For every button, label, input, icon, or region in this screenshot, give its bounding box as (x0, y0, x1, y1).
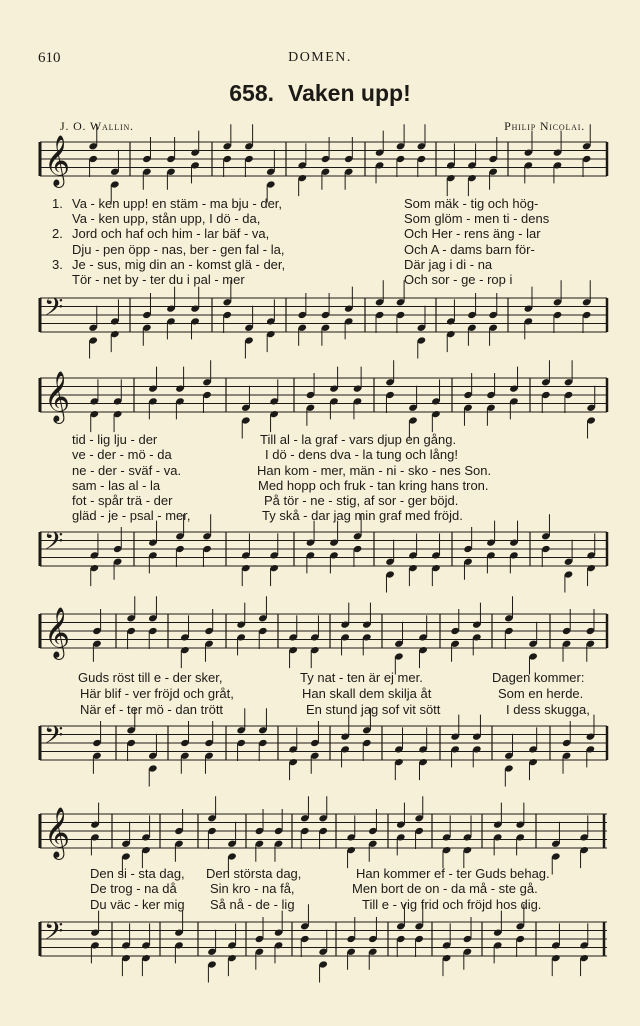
note-chord (515, 803, 525, 856)
hymn-title (0, 80, 640, 107)
lyric-line: Och Her - rens äng - lar (404, 226, 541, 241)
treble-clef-icon: 𝄞 (44, 607, 71, 659)
note-chord (148, 367, 158, 420)
lyric-line: sam - las al - la (72, 478, 161, 493)
lyric-line: Han kom - mer, män - ni - sko - nes Son. (257, 463, 492, 478)
lyric-line: fot - spår trä - der (72, 493, 173, 508)
note-chord (368, 809, 378, 862)
page-number: 610 (38, 50, 61, 66)
note-chord (463, 527, 473, 580)
note-chord (551, 923, 561, 976)
note-chord (418, 727, 428, 780)
note-chord (141, 815, 151, 868)
staff-lines (40, 378, 607, 412)
note-chord (528, 727, 538, 780)
note-chord (329, 367, 339, 420)
note-chord (493, 803, 503, 856)
note-chord (306, 373, 316, 426)
treble-staff-system-2 (0, 370, 640, 430)
hymn-name: Vaken upp! (288, 80, 411, 106)
lyric-line: Till al - la graf - vars djup en gång. (260, 432, 457, 447)
note-chord (269, 533, 279, 586)
lyric-line: Tör - net by - ter du i pal - mer (72, 272, 245, 287)
treble-clef-icon: 𝄞 (44, 807, 71, 859)
note-chord (450, 715, 460, 768)
note-chord (110, 299, 120, 352)
note-chord (346, 917, 356, 970)
lyric-line: I dö - dens dva - la tung och lång! (265, 447, 458, 462)
lyric-line: Som mäk - tig och hög- (404, 196, 539, 211)
staff-lines (40, 614, 607, 648)
lyric-line: Sin kro - na få, (210, 881, 295, 896)
note-chord (446, 143, 456, 196)
note-chord (368, 917, 378, 970)
note-chord (509, 521, 519, 574)
note-chord (562, 609, 572, 662)
lyric-line: Som glöm - men ti - dens (404, 211, 550, 226)
note-chord (486, 521, 496, 574)
lyric-line: Dju - pen öpp - nas, ber - gen fal - la, (72, 242, 285, 257)
note-chord (344, 137, 354, 190)
lyric-line: När ef - ter mö - dan trött (80, 702, 224, 717)
note-chord (310, 615, 320, 668)
note-chord (488, 293, 498, 346)
lyric-line: Den si - sta dag, (90, 866, 185, 881)
note-chord (306, 521, 316, 574)
note-chord (509, 367, 519, 420)
note-chord (204, 609, 214, 662)
lyric-line: Ty nat - ten är ej mer. (300, 670, 423, 685)
note-chord (431, 379, 441, 432)
note-chord (353, 367, 363, 420)
lyric-line: Till e - vig frid och fröjd hos dig. (362, 897, 542, 912)
hymn-number: 658. (229, 80, 275, 106)
note-chord (190, 131, 200, 184)
note-chord (174, 911, 184, 964)
running-head: DOMEN. (288, 50, 352, 65)
note-chord (446, 299, 456, 352)
note-chord (113, 527, 123, 580)
note-chord (488, 137, 498, 190)
note-chord (288, 615, 298, 668)
note-chord (340, 603, 350, 656)
lyric-line: Han skall dem skilja åt (302, 686, 432, 701)
lyric-line: tid - lig lju - der (72, 432, 158, 447)
note-chord (269, 379, 279, 432)
bass-clef-icon: 𝄢 (44, 527, 64, 563)
note-chord (562, 721, 572, 774)
bass-staff-system-1 (0, 290, 640, 350)
note-chord (329, 521, 339, 574)
note-chord (227, 923, 237, 976)
lyric-line: Je - sus, mig din an - komst glä - der, (72, 257, 286, 272)
composer: Philip Nicolai. (504, 119, 585, 133)
lyric-line: Den största dag, (206, 866, 302, 881)
note-chord (90, 803, 100, 856)
lyric-line: En stund jag sof vit sött (306, 702, 441, 717)
note-chord (463, 815, 473, 868)
note-chord (113, 379, 123, 432)
note-chord (321, 137, 331, 190)
staff-lines (40, 532, 607, 566)
note-chord (586, 609, 596, 662)
treble-clef-icon: 𝄞 (44, 135, 71, 187)
treble-staff-system-4 (0, 806, 640, 866)
note-chord (486, 373, 496, 426)
lyric-line: Ty skå - dar jag min graf med fröjd. (262, 508, 463, 523)
lyric-line: I dess skugga, (506, 702, 590, 717)
lyric-line: Men bort de on - da må - ste gå. (352, 881, 538, 896)
treble-staff-system-1 (0, 135, 640, 195)
lyric-line: gläd - je - psal - mer, (72, 508, 191, 523)
note-chord (241, 533, 251, 586)
note-chord (141, 923, 151, 976)
note-chord (236, 603, 246, 656)
bass-clef-icon: 𝄢 (44, 293, 64, 329)
note-chord (297, 143, 307, 196)
note-chord (375, 131, 385, 184)
note-chord (431, 533, 441, 586)
note-chord (321, 293, 331, 346)
note-chord (450, 609, 460, 662)
note-chord (472, 715, 482, 768)
note-chord (90, 533, 100, 586)
note-chord (297, 293, 307, 346)
note-chord (442, 815, 452, 868)
note-chord (190, 287, 200, 340)
note-chord (180, 721, 190, 774)
lyric-line: Va - ken upp, stån upp, I dö - da, (72, 211, 261, 226)
note-chord (408, 533, 418, 586)
lyric-line: Han kommer ef - ter Guds behag. (356, 866, 550, 881)
lyric-line: Jord och haf och him - lar bäf - va, (72, 226, 270, 241)
bass-staff-system-2 (0, 524, 640, 584)
note-chord (166, 137, 176, 190)
note-chord (310, 721, 320, 774)
note-chord (467, 293, 477, 346)
note-chord (586, 715, 596, 768)
note-chord (166, 287, 176, 340)
note-chord (255, 809, 265, 862)
staff-lines (40, 726, 607, 760)
lyric-line: Här blif - ver fröjd och gråt, (80, 686, 234, 701)
note-chord (579, 815, 589, 868)
bass-staff-system-3 (0, 718, 640, 778)
note-chord (174, 809, 184, 862)
note-chord (175, 367, 185, 420)
lyric-line: Med hopp och fruk - tan kring hans tron. (258, 478, 489, 493)
note-chord (180, 615, 190, 668)
note-chord (553, 131, 563, 184)
lyric-line: Där jag i di - na (404, 257, 493, 272)
note-chord (148, 521, 158, 574)
lyric-line: ne - der - sväf - va. (72, 463, 182, 478)
lyric-line: Guds röst till e - der sker, (78, 670, 223, 685)
treble-staff-system-3 (0, 606, 640, 666)
note-chord (90, 379, 100, 432)
lyric-line: Och sor - ge - rop i (404, 272, 513, 287)
note-chord (524, 131, 534, 184)
note-chord (92, 721, 102, 774)
note-chord (142, 293, 152, 346)
note-chord (472, 603, 482, 656)
note-chord (142, 137, 152, 190)
note-chord (579, 923, 589, 976)
note-chord (442, 923, 452, 976)
text-author: J. O. Wallin. (60, 119, 134, 133)
verse-number-1: 1. (52, 196, 63, 211)
lyric-line: Och A - dams barn för- (404, 242, 535, 257)
note-chord (493, 911, 503, 964)
note-chord (467, 143, 477, 196)
note-chord (346, 815, 356, 868)
lyric-line: På tör - ne - stig, af sor - ger böjd. (264, 493, 459, 508)
note-chord (344, 287, 354, 340)
bass-clef-icon: 𝄢 (44, 917, 64, 953)
note-chord (288, 727, 298, 780)
note-chord (121, 923, 131, 976)
bass-staff-system-4 (0, 914, 640, 974)
lyric-line: Dagen kommer: (492, 670, 585, 685)
lyric-line: Va - ken upp! en stäm - ma bju - der, (72, 196, 283, 211)
note-chord (204, 721, 214, 774)
treble-clef-icon: 𝄞 (44, 371, 71, 423)
note-chord (90, 911, 100, 964)
note-chord (396, 803, 406, 856)
verse-number-2: 2. (52, 226, 63, 241)
note-chord (362, 603, 372, 656)
note-chord (418, 615, 428, 668)
note-chord (340, 715, 350, 768)
note-chord (274, 911, 284, 964)
verse-number-3: 3. (52, 257, 63, 272)
note-chord (274, 809, 284, 862)
note-chord (524, 287, 534, 340)
bass-clef-icon: 𝄢 (44, 721, 64, 757)
lyric-line: Du väc - ker mig (90, 897, 185, 912)
note-chord (586, 533, 596, 586)
note-chord (266, 299, 276, 352)
note-chord (255, 917, 265, 970)
note-chord (92, 609, 102, 662)
note-chord (463, 373, 473, 426)
lyric-line: Så nå - de - lig (210, 897, 295, 912)
lyric-line: De trog - na då (90, 881, 177, 896)
lyric-line: ve - der - mö - da (72, 447, 172, 462)
lyric-line: Som en herde. (498, 686, 584, 701)
note-chord (394, 727, 404, 780)
note-chord (463, 917, 473, 970)
